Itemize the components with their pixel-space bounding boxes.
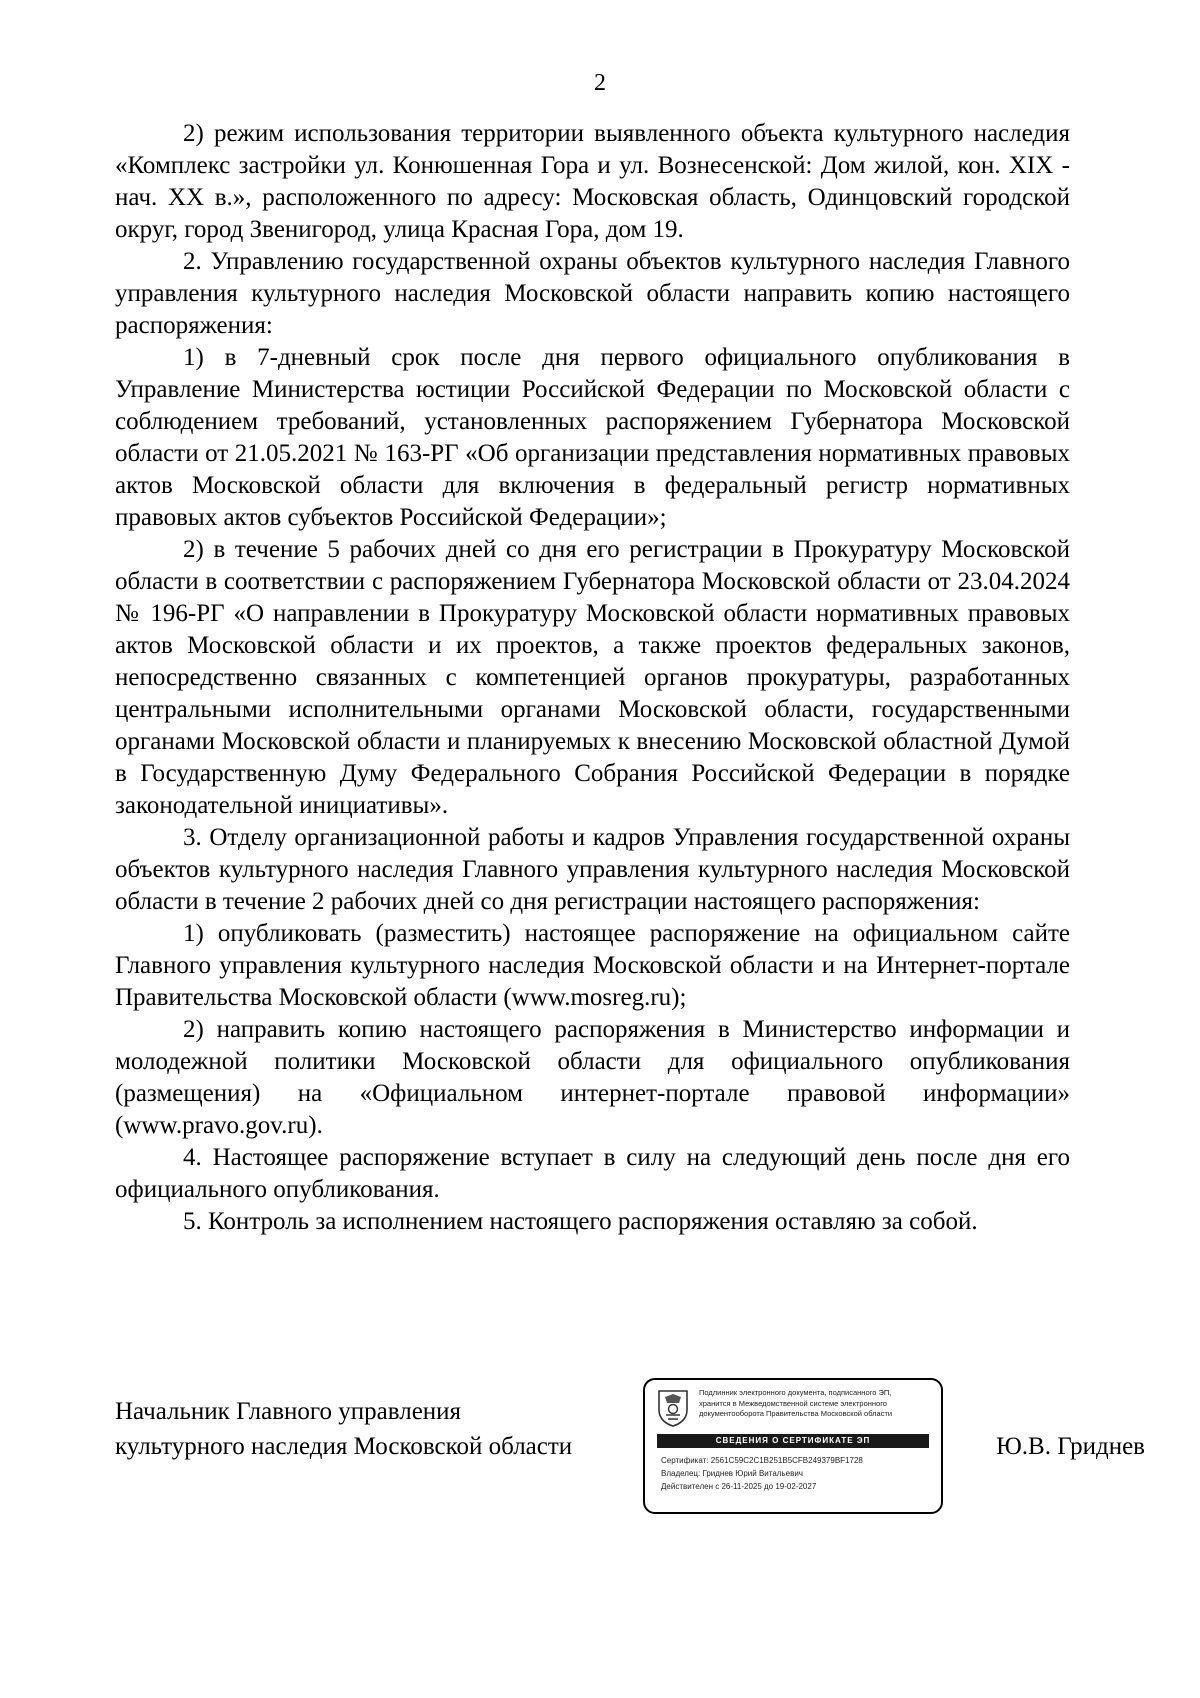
paragraph: 4. Настоящее распоряжение вступает в силу на следующий день после дня его официального опубликования. [115,1144,1070,1203]
document-body [115,118,1070,1238]
stamp-header-line: Подлинник электронного документа, подписанного ЭП, [699,1388,892,1397]
signer-name: Ю.В. Гриднев [996,1433,1145,1460]
paragraph: 1) в 7-дневный срок после дня первого официального опубликования в Управление Министерства юстиции Российской Федерации по Московской области с соблюдением требований, установленных распоряжением Губернатора Московской области от 21.05.2021 № 163-РГ «Об организации представления нормативных правовых актов Московской области для включения в федеральный регистр нормативных правовых актов субъектов Российской Федерации»; [115,344,1070,531]
signer-position-line: Начальник Главного управления [115,1398,462,1425]
paragraph: 2) режим использования территории выявленного объекта культурного наследия «Комплекс застройки ул. Конюшенная Гора и ул. Вознесенской: Дом жилой, кон. XIX - нач. XX в.», расположенного по адресу: Московская область, Одинцовский городской округ, город Звенигород, улица Красная Гора, дом 19. [115,120,1070,243]
electronic-signature-stamp [643,1378,943,1514]
stamp-header-line: хранится в Межведомственной системе электронного [699,1398,887,1408]
stamp-certificate-band: СВЕДЕНИЯ О СЕРТИФИКАТЕ ЭП [657,1434,929,1448]
paragraph: 3. Отделу организационной работы и кадров Управления государственной охраны объектов культурного наследия Главного управления культурного наследия Московской области в течение 2 рабочих дней со дня регистрации настоящего распоряжения: [115,824,1070,915]
certificate-owner: Владелец: Гриднев Юрий Витальевич [661,1469,803,1478]
paragraph: 2. Управлению государственной охраны объектов культурного наследия Главного управления культурного наследия Московской области направить копию настоящего распоряжения: [115,248,1070,339]
paragraph: 2) в течение 5 рабочих дней со дня его регистрации в Прокуратуру Московской области в соответствии с распоряжением Губернатора Московской области от 23.04.2024 № 196-РГ «О направлении в Прокуратуру Московской области нормативных правовых актов Московской области и их проектов, а также проектов федеральных законов, непосредственно связанных с компетенцией органов прокуратуры, разработанных центральными исполнительными органами Московской области, государственными органами Московской области и планируемых к внесению Московской областной Думой в Государственную Думу Федерального Собрания Российской Федерации в порядке законодательной инициативы». [115,536,1070,819]
certificate-validity: Действителен с 26-11-2025 до 19-02-2027 [661,1482,817,1491]
stamp-header-line: документооборота Правительства Московской области [699,1409,893,1418]
certificate-number: Сертификат: 2561C59C2C1B251B5CFB249379BF1728 [661,1456,863,1465]
paragraph: 2) направить копию настоящего распоряжения в Министерство информации и молодежной политики Московской области для официального опубликования (размещения) на «Официальном интернет-портале правовой информации» (www.pravo.gov.ru). [115,1016,1070,1139]
signer-position [115,1394,635,1464]
signer-position-line: культурного наследия Московской области [115,1433,573,1460]
stamp-certificate-details [661,1454,931,1493]
coat-of-arms-icon [655,1388,691,1428]
paragraph: 1) опубликовать (разместить) настоящее распоряжение на официальном сайте Главного управления культурного наследия Московской области и на Интернет-портале Правительства Московской области (www.mosreg.ru); [115,920,1070,1011]
stamp-header [699,1388,935,1420]
page-number: 2 [594,70,606,96]
paragraph: 5. Контроль за исполнением настоящего распоряжения оставляю за собой. [183,1208,978,1235]
signature-block [115,1378,1145,1518]
